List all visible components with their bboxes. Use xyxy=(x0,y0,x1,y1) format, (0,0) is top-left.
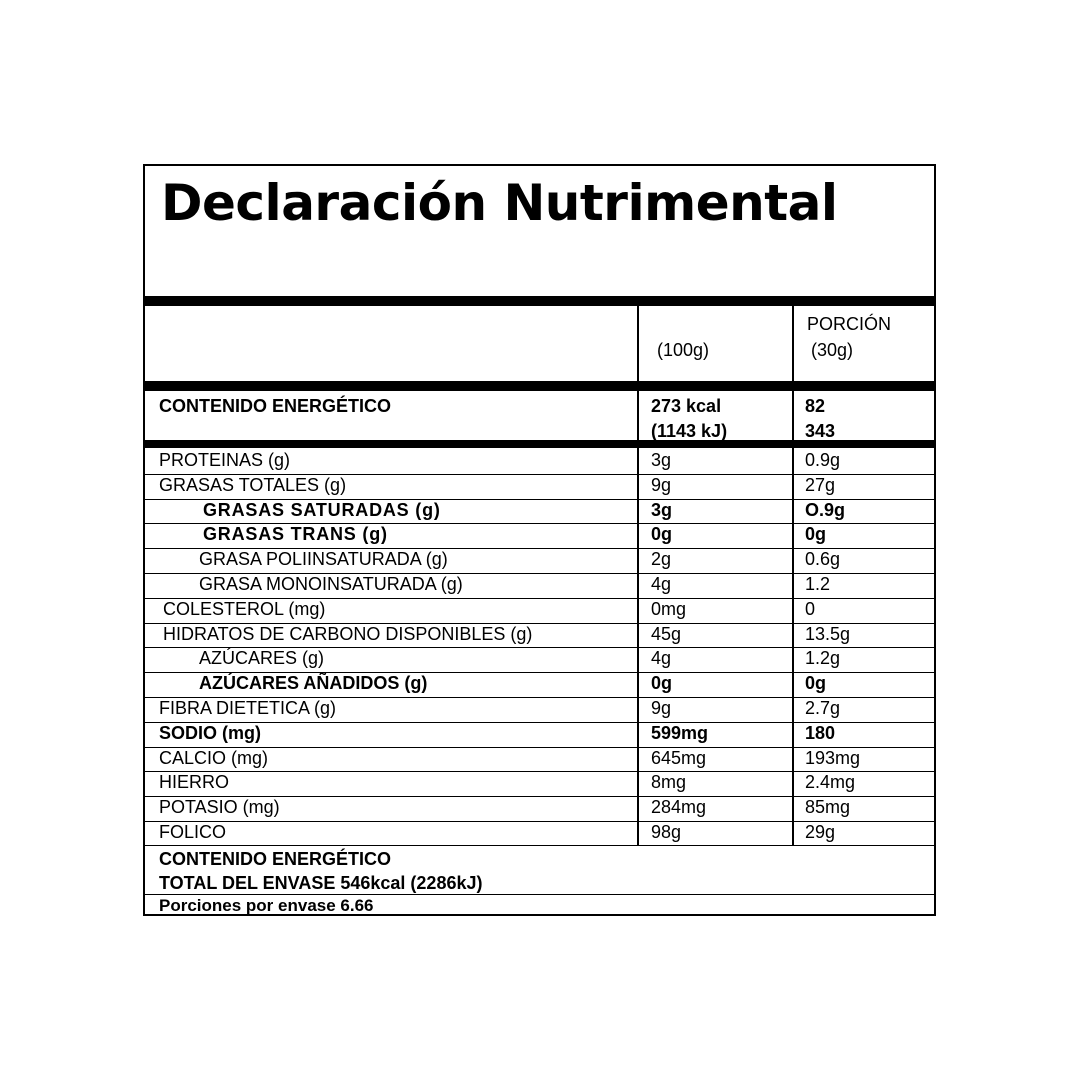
nutrient-value-portion: 2.4mg xyxy=(805,772,856,793)
nutrient-value-portion: 0.6g xyxy=(805,549,841,570)
nutrient-value-portion: 85mg xyxy=(805,797,851,818)
energy-kj-100g: (1143 kJ) xyxy=(651,421,728,441)
nutrient-label: CALCIO (mg) xyxy=(159,747,269,768)
nutrient-label: GRASA POLIINSATURADA (g) xyxy=(199,549,448,570)
column-divider-1 xyxy=(637,306,639,846)
nutrient-label: AZÚCARES AÑADIDOS (g) xyxy=(199,673,428,694)
nutrient-label: HIERRO xyxy=(159,772,230,793)
nutrient-label: PROTEINAS (g) xyxy=(159,450,291,470)
separator-bar-title xyxy=(145,296,934,306)
row-divider xyxy=(145,747,934,748)
row-divider xyxy=(145,499,934,500)
energy-kcal-100g: 273 kcal xyxy=(651,396,722,416)
nutrient-value-100g: 45g xyxy=(651,623,682,644)
nutrient-label: GRASAS TRANS (g) xyxy=(203,524,388,545)
row-divider xyxy=(145,821,934,822)
label-title: Declaración Nutrimental xyxy=(161,174,838,232)
row-divider xyxy=(145,598,934,599)
nutrient-value-100g: 0g xyxy=(651,673,673,694)
nutrient-value-100g: 0mg xyxy=(651,598,687,619)
row-divider xyxy=(145,548,934,549)
footer-energy-label: CONTENIDO ENERGÉTICO xyxy=(159,849,392,869)
row-divider xyxy=(145,697,934,698)
column-divider-2 xyxy=(792,306,794,846)
nutrient-label: AZÚCARES (g) xyxy=(199,648,325,669)
nutrient-value-portion: 27g xyxy=(805,474,836,495)
nutrient-value-portion: 1.2 xyxy=(805,574,831,594)
footer-total-package: TOTAL DEL ENVASE 546kcal (2286kJ) xyxy=(159,873,483,893)
energy-label: CONTENIDO ENERGÉTICO xyxy=(159,396,392,416)
row-divider xyxy=(145,722,934,723)
nutrient-label: HIDRATOS DE CARBONO DISPONIBLES (g) xyxy=(163,623,533,644)
nutrient-value-100g: 9g xyxy=(651,474,672,495)
row-divider xyxy=(145,672,934,673)
row-divider xyxy=(145,523,934,524)
nutrient-value-100g: 3g xyxy=(651,499,673,520)
nutrient-label: GRASAS SATURADAS (g) xyxy=(203,499,441,520)
separator-bar-header xyxy=(145,381,934,391)
nutrient-value-portion: 193mg xyxy=(805,747,861,768)
row-divider xyxy=(145,647,934,648)
nutrient-label: POTASIO (mg) xyxy=(159,797,280,818)
nutrient-value-portion: 1.2g xyxy=(805,648,841,669)
nutrient-label: GRASAS TOTALES (g) xyxy=(159,474,347,495)
nutrient-label: SODIO (mg) xyxy=(159,722,261,743)
header-portion-label: PORCIÓN xyxy=(807,314,892,334)
nutrient-value-100g: 645mg xyxy=(651,747,707,768)
nutrient-value-100g: 4g xyxy=(651,648,672,669)
nutrient-value-100g: 599mg xyxy=(651,722,709,743)
nutrient-value-portion: 0g xyxy=(805,673,827,694)
row-divider xyxy=(145,796,934,797)
footer-top-line xyxy=(145,845,934,846)
row-divider xyxy=(145,474,934,475)
nutrient-label: FOLICO xyxy=(159,822,227,842)
nutrient-value-portion: 0.9g xyxy=(805,450,841,470)
nutrient-value-portion: 13.5g xyxy=(805,623,851,644)
nutrient-value-100g: 98g xyxy=(651,822,682,842)
row-divider xyxy=(145,771,934,772)
nutrient-value-portion: 29g xyxy=(805,822,836,842)
nutrient-value-100g: 3g xyxy=(651,450,672,470)
nutrient-label: FIBRA DIETETICA (g) xyxy=(159,698,337,718)
energy-kj-portion: 343 xyxy=(805,421,836,441)
servings-per-package: Porciones por envase 6.66 xyxy=(159,896,374,915)
header-portion-size: (30g) xyxy=(811,340,854,360)
header-per-100g: (100g) xyxy=(657,340,710,360)
row-divider xyxy=(145,573,934,574)
nutrient-value-portion: 2.7g xyxy=(805,698,841,718)
nutrient-value-100g: 9g xyxy=(651,698,672,718)
nutrient-value-portion: 0 xyxy=(805,598,816,619)
nutrient-value-portion: O.9g xyxy=(805,499,846,520)
nutrition-label xyxy=(143,164,936,916)
nutrient-value-portion: 0g xyxy=(805,524,827,545)
nutrient-value-100g: 4g xyxy=(651,574,672,594)
energy-kcal-portion: 82 xyxy=(805,396,826,416)
nutrient-label: GRASA MONOINSATURADA (g) xyxy=(199,574,463,594)
nutrient-label: COLESTEROL (mg) xyxy=(163,598,326,619)
nutrient-value-100g: 0g xyxy=(651,524,673,545)
nutrient-value-100g: 2g xyxy=(651,549,672,570)
nutrient-value-100g: 284mg xyxy=(651,797,707,818)
nutrient-value-portion: 180 xyxy=(805,722,836,743)
row-divider xyxy=(145,623,934,624)
nutrient-value-100g: 8mg xyxy=(651,772,687,793)
